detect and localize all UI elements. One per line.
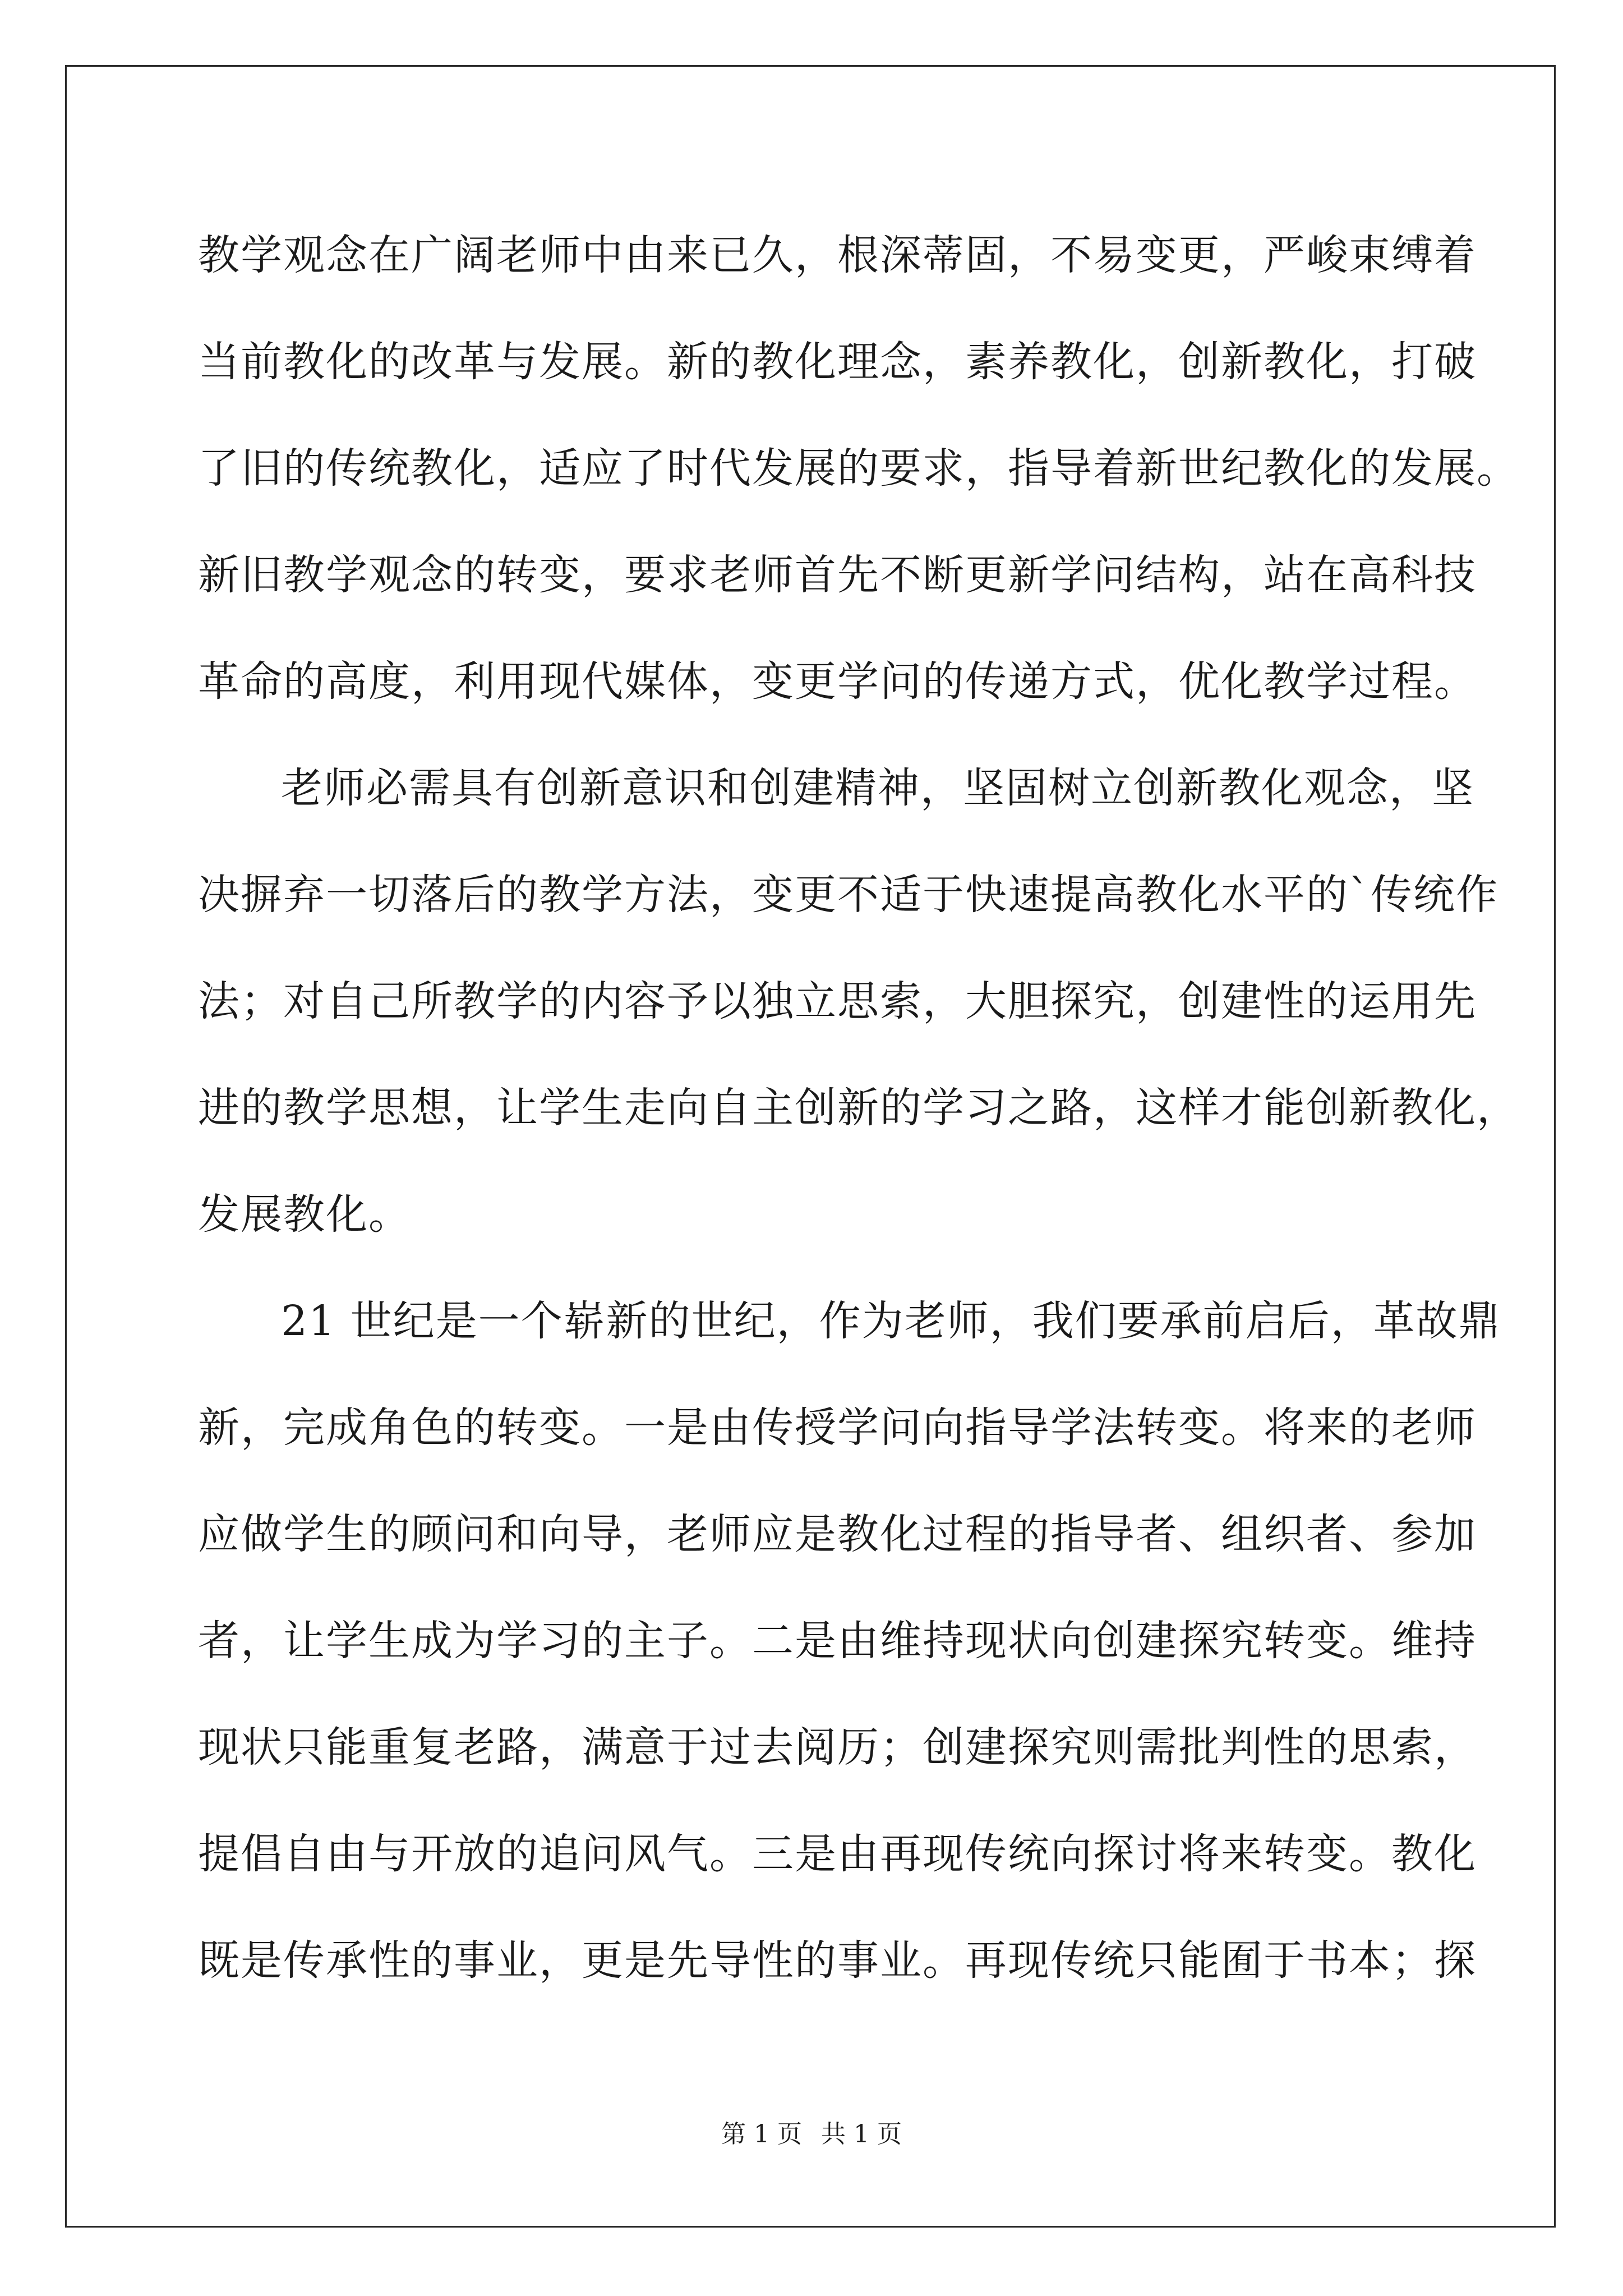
text-line: 新旧教学观念的转变，要求老师首先不断更新学问结构，站在高科技 [198, 551, 1477, 599]
text-line: 既是传承性的事业，更是先导性的事业。再现传统只能囿于书本；探 [198, 1936, 1477, 1985]
text-line: 革命的高度，利用现代媒体，变更学问的传递方式，优化教学过程。 [198, 657, 1477, 706]
text-line: 老师必需具有创新意识和创建精神，坚固树立创新教化观念，坚 [281, 764, 1474, 812]
text-line: 发展教化。 [198, 1190, 411, 1239]
text-line: 进的教学思想，让学生走向自主创新的学习之路，这样才能创新教化， [198, 1084, 1519, 1132]
text-line: 新，完成角色的转变。一是由传授学问向指导学法转变。将来的老师 [198, 1404, 1477, 1452]
page-total: 共 1 页 [821, 2120, 902, 2148]
text-line: 者，让学生成为学习的主子。二是由维持现状向创建探究转变。维持 [198, 1617, 1477, 1665]
text-line: 21 世纪是一个崭新的世纪，作为老师，我们要承前启后，革故鼎 [281, 1297, 1501, 1345]
text-line: 决摒弃一切落后的教学方法，变更不适于快速提高教化水平的`传统作 [198, 871, 1498, 919]
document-body [198, 202, 1519, 2014]
page-number: 第 1 页 [721, 2120, 802, 2148]
page-footer [0, 2118, 1623, 2151]
text-line: 应做学生的顾问和向导，老师应是教化过程的指导者、组织者、参加 [198, 1510, 1477, 1558]
text-line: 了旧的传统教化，适应了时代发展的要求，指导着新世纪教化的发展。 [198, 444, 1519, 493]
text-line: 现状只能重复老路，满意于过去阅历；创建探究则需批判性的思索， [198, 1723, 1477, 1772]
text-line: 当前教化的改革与发展。新的教化理念，素养教化，创新教化，打破 [198, 338, 1477, 386]
text-line: 教学观念在广阔老师中由来已久，根深蒂固，不易变更，严峻束缚着 [198, 231, 1477, 279]
text-line: 提倡自由与开放的追问风气。三是由再现传统向探讨将来转变。教化 [198, 1830, 1477, 1878]
text-line: 法；对自己所教学的内容予以独立思索，大胆探究，创建性的运用先 [198, 977, 1477, 1025]
